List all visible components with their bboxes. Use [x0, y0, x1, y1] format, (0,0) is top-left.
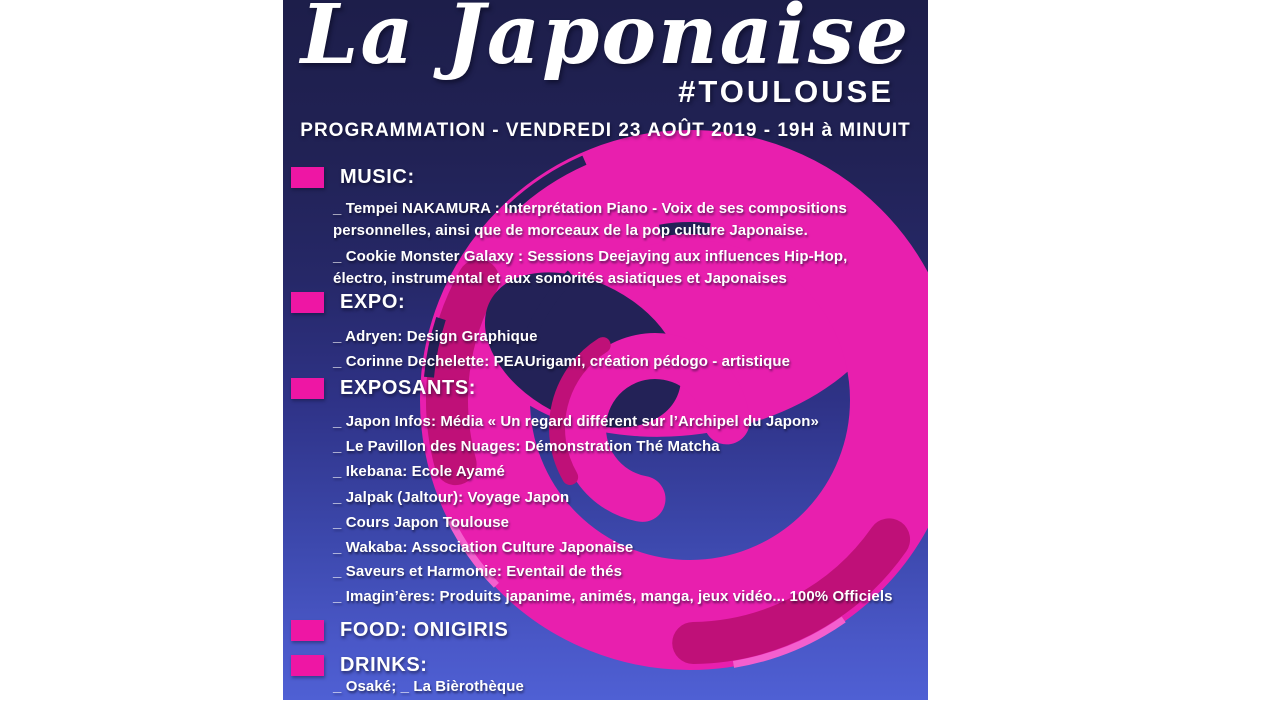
expo-item-corinne — [333, 351, 790, 373]
section-heading-music — [291, 166, 415, 189]
list-item-line: _ Cookie Monster Galaxy : Sessions Deejaying aux influences Hip-Hop, — [333, 248, 848, 265]
pink-bullet-icon — [291, 620, 324, 641]
exposant-item — [333, 436, 720, 458]
pink-bullet-icon — [291, 292, 324, 313]
poster-hashtag: #TOULOUSE — [678, 74, 894, 109]
section-label: FOOD: ONIGIRIS — [340, 619, 509, 641]
list-item-line: _ Wakaba: Association Culture Japonaise — [333, 539, 634, 556]
list-item-line: _ Imagin’ères: Produits japanime, animés, manga, jeux vidéo... 100% Officiels — [333, 588, 893, 605]
pink-bullet-icon — [291, 378, 324, 399]
list-item-line: _ Jalpak (Jaltour): Voyage Japon — [333, 489, 570, 506]
event-poster — [283, 0, 928, 700]
list-item-line: _ Le Pavillon des Nuages: Démonstration Thé Matcha — [333, 438, 720, 455]
section-label: EXPOSANTS: — [340, 377, 477, 399]
list-item-line: _ Cours Japon Toulouse — [333, 514, 510, 531]
program-date-line: PROGRAMMATION - VENDREDI 23 AOÛT 2019 - 19H à MINUIT — [300, 120, 911, 141]
section-label: MUSIC: — [340, 166, 415, 188]
exposant-item — [333, 411, 819, 433]
section-label: DRINKS: — [340, 654, 428, 676]
list-item-line: électro, instrumental et aux sonorités asiatiques et Japonaises — [333, 270, 787, 287]
exposant-item — [333, 461, 505, 483]
music-item-cookie-monster — [333, 246, 847, 290]
poster-title: La Japonaise — [300, 0, 911, 83]
pink-bullet-icon — [291, 655, 324, 676]
music-item-tempei — [333, 198, 847, 242]
section-heading-exposants — [291, 377, 476, 400]
section-heading-expo — [291, 291, 405, 314]
list-item-line: _ Corinne Dechelette: PEAUrigami, création pédogo - artistique — [333, 353, 791, 370]
pink-bullet-icon — [291, 167, 324, 188]
list-item-line: _ Adryen: Design Graphique — [333, 328, 538, 345]
list-item-line: _ Ikebana: Ecole Ayamé — [333, 463, 506, 480]
list-item-line: personnelles, ainsi que de morceaux de la pop culture Japonaise. — [333, 222, 808, 239]
section-heading-drinks — [291, 654, 428, 677]
expo-item-adryen — [333, 326, 538, 348]
section-label: EXPO: — [340, 291, 406, 313]
exposant-item — [333, 487, 569, 509]
drinks-item — [333, 676, 524, 698]
exposant-item — [333, 561, 622, 583]
list-item-line: _ Saveurs et Harmonie: Eventail de thés — [333, 563, 623, 580]
section-heading-food — [291, 619, 508, 642]
list-item-line: _ Japon Infos: Média « Un regard différent sur l’Archipel du Japon» — [333, 413, 819, 430]
list-item-line: _ Tempei NAKAMURA : Interprétation Piano - Voix de ses compositions — [333, 200, 847, 217]
list-item-line: _ Osaké; _ La Bièrothèque — [333, 678, 524, 695]
exposant-item — [333, 537, 633, 559]
exposant-item — [333, 512, 509, 534]
exposant-item — [333, 586, 893, 608]
